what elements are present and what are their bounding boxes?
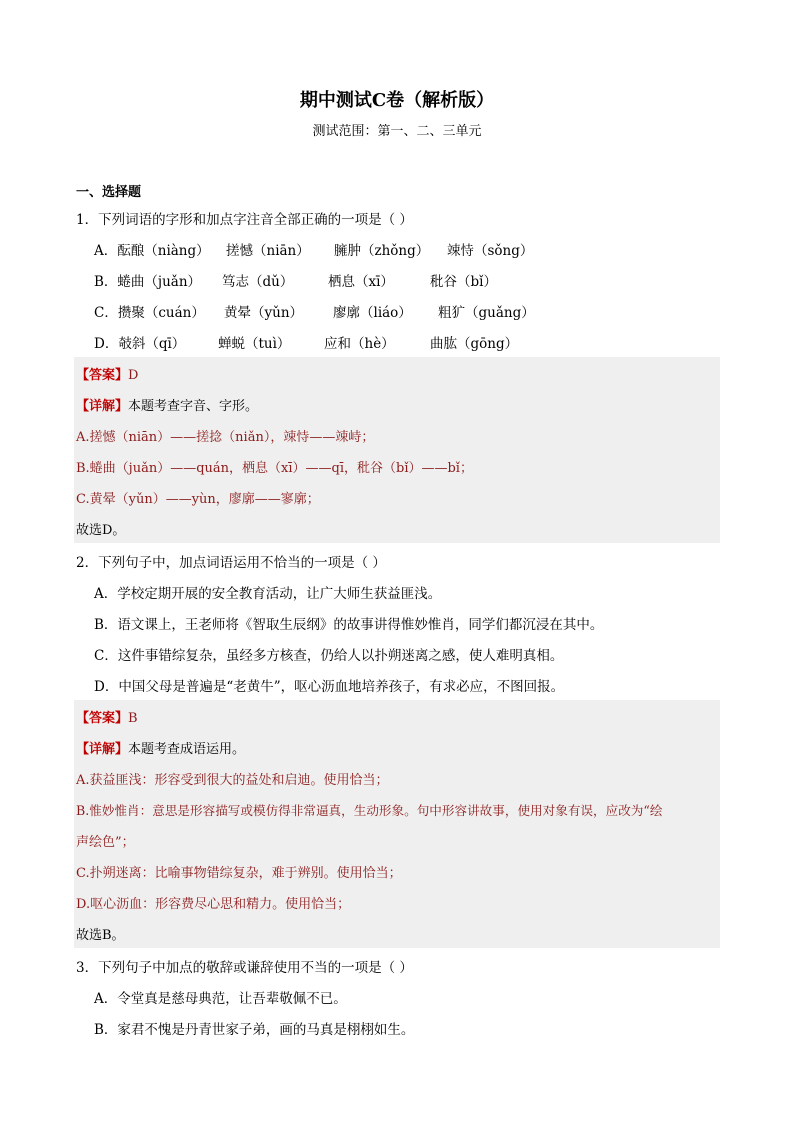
question-1-conclusion: 故选D。: [76, 523, 126, 538]
question-2-detail-line: B.惟妙惟肖：意思是形容描写或模仿得非常逼真，生动形象。句中形容讲故事，使用对象有误，应改为“绘: [76, 803, 663, 818]
question-2-detail-intro: [76, 738, 245, 757]
option-c-word-1: C．攒聚（cuán）: [94, 305, 205, 321]
question-2-option-d: D．中国父母是普遍是“老黄牛”，呕心沥血地培养孩子，有求必应，不图回报。: [94, 679, 565, 695]
question-3-option-a: A．令堂真是慈母典范，让吾辈敬佩不已。: [94, 991, 347, 1007]
question-2-conclusion: 故选B。: [76, 928, 125, 943]
question-2-detail-line: 声绘色”；: [76, 835, 135, 850]
option-a-word-4: 竦恃（sǒng）: [447, 243, 534, 259]
question-1-detail-intro: [76, 395, 258, 414]
question-1-detail-line: B.蜷曲（juǎn）——quán，栖息（xī）——qī，秕谷（bǐ）——bǐ；: [76, 461, 473, 476]
question-2-option-c: C．这件事错综复杂，虽经多方核查，仍给人以扑朔迷离之感，使人难明真相。: [94, 648, 564, 664]
option-b-word-4: 秕谷（bǐ）: [430, 274, 497, 290]
answer-tag: 【答案】: [76, 711, 129, 726]
option-a-word-2: 搓憾（niān）: [226, 243, 310, 259]
question-1-detail-line: A.搓憾（niān）——搓捻（niǎn），竦恃——竦峙；: [76, 430, 375, 445]
question-1-answer: [76, 364, 138, 383]
option-c-word-2: 黄晕（yǔn）: [224, 305, 304, 321]
question-2-option-a: A．学校定期开展的安全教育活动，让广大师生获益匪浅。: [94, 586, 442, 602]
question-1-detail-line: C.黄晕（yǔn）——yùn，廖廓——寥廓；: [76, 492, 320, 507]
answer-value: D: [128, 368, 139, 383]
document-subtitle: 测试范围：第一、二、三单元: [312, 124, 482, 139]
detail-tag: 【详解】: [76, 742, 129, 757]
question-2-detail-line: D.呕心沥血：形容费尽心思和精力。使用恰当；: [76, 897, 351, 912]
answer-tag: 【答案】: [76, 368, 129, 383]
section-heading: 一、选择题: [76, 185, 142, 200]
question-1-stem: 1．下列词语的字形和加点字注音全部正确的一项是（ ）: [76, 212, 413, 228]
question-2-detail-line: C.扑朔迷离：比喻事物错综复杂，难于辨别。使用恰当；: [76, 866, 402, 881]
question-3-option-b: B．家君不愧是丹青世家子弟，画的马真是栩栩如生。: [94, 1022, 415, 1038]
option-d-word-1: D．攲斜（qī）: [94, 336, 186, 352]
detail-intro-text: 本题考查字音、字形。: [128, 399, 259, 414]
option-a-word-1: A．酝酿（niàng）: [94, 243, 210, 259]
question-2-option-b: B．语文课上，王老师将《智取生辰纲》的故事讲得惟妙惟肖，同学们都沉浸在其中。: [94, 617, 604, 633]
option-c-word-3: 廖廓（liáo）: [333, 305, 412, 321]
option-c-word-4: 粗犷（guǎng）: [438, 305, 535, 321]
option-b-word-1: B．蜷曲（juǎn）: [94, 274, 202, 290]
question-2-detail-line: A.获益匪浅：形容受到很大的益处和启迪。使用恰当；: [76, 773, 389, 788]
question-1-answer-panel: [74, 357, 720, 543]
question-2-stem: 2．下列句子中，加点词语运用不恰当的一项是（ ）: [76, 555, 386, 571]
option-b-word-3: 栖息（xī）: [328, 274, 394, 290]
detail-tag: 【详解】: [76, 399, 129, 414]
option-b-word-2: 笃志（dǔ）: [222, 274, 294, 290]
option-d-word-3: 应和（hè）: [324, 336, 395, 352]
question-3-stem: 3．下列句子中加点的敬辞或谦辞使用不当的一项是（ ）: [76, 960, 413, 976]
option-d-word-4: 曲肱（gōng）: [430, 336, 519, 352]
document-title: 期中测试C卷（解析版）: [299, 90, 495, 111]
option-d-word-2: 蝉蜕（tuì）: [218, 336, 291, 352]
answer-value: B: [128, 711, 138, 726]
option-a-word-3: 臃肿（zhǒng）: [334, 243, 430, 259]
question-2-answer: [76, 707, 138, 726]
detail-intro-text: 本题考查成语运用。: [128, 742, 246, 757]
